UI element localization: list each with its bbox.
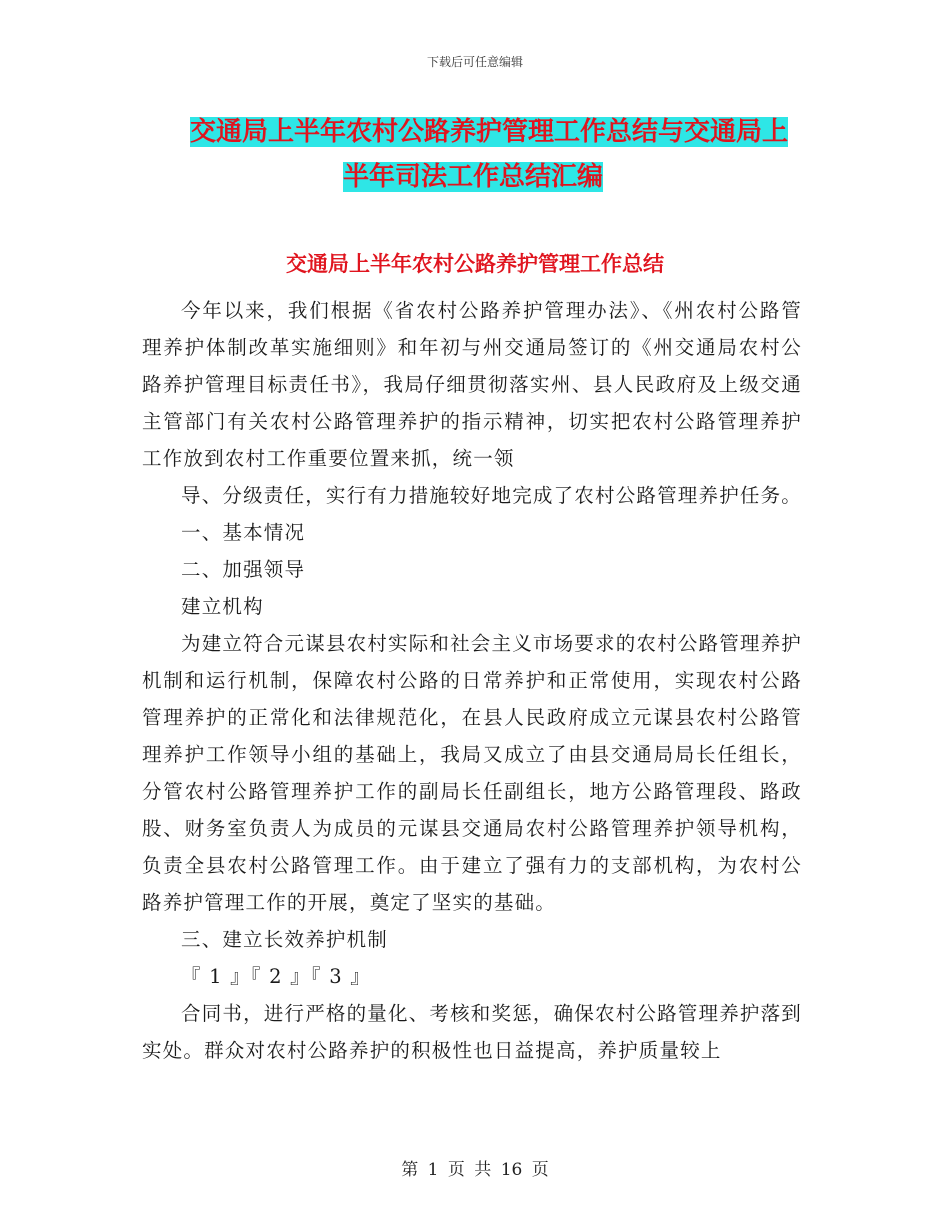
heading-strengthen-leadership: 二、加强领导 bbox=[181, 558, 306, 581]
page-footer: 第 1 页 共 16 页 bbox=[401, 1160, 549, 1180]
document-title-line-2: 半年司法工作总结汇编 bbox=[343, 162, 604, 192]
paragraph: 导、分级责任，实行有力措施较好地完成了农村公路管理养护任务。 bbox=[181, 484, 803, 507]
paragraph: 合同书，进行严格的量化、考核和奖惩，确保农村公路管理养护落到实处。群众对农村公路养护的积极性也日益提高，养护质量较上 bbox=[142, 1002, 803, 1062]
document-title-line-1: 交通局上半年农村公路养护管理工作总结与交通局上 bbox=[190, 117, 789, 147]
section-title: 交通局上半年农村公路养护管理工作总结 bbox=[286, 252, 664, 276]
reference-markers: 『 1 』『 2 』『 3 』 bbox=[181, 965, 371, 988]
header-note: 下载后可任意编辑 bbox=[426, 55, 523, 69]
paragraph: 今年以来，我们根据《省农村公路养护管理办法》、《州农村公路管理养护体制改革实施细则》和年初与州交通局签订的《州交通局农村公路养护管理目标责任书》，我局仔细贯彻落实州、县人民政府及上级交通主管部门有关农村公路管理养护的指示精神，切实把农村公路管理养护工作放到农村工作重要位置来抓，统一领 bbox=[142, 299, 802, 470]
heading-long-term-mechanism: 三、建立长效养护机制 bbox=[181, 928, 389, 951]
subheading-establish-organization: 建立机构 bbox=[181, 595, 264, 618]
document-title bbox=[190, 110, 830, 200]
paragraph: 为建立符合元谋县农村实际和社会主义市场要求的农村公路管理养护机制和运行机制，保障农村公路的日常养护和正常使用，实现农村公路管理养护的正常化和法律规范化，在县人民政府成立元谋县农村公路管理养护工作领导小组的基础上，我局又成立了由县交通局局长任组长，分管农村公路管理养护工作的副局长任副组长，地方公路管理段、路政股、财务室负责人为成员的元谋县交通局农村公路管理养护领导机构，负责全县农村公路管理工作。由于建立了强有力的支部机构，为农村公路养护管理工作的开展，奠定了坚实的基础。 bbox=[142, 632, 803, 914]
body-text bbox=[142, 292, 802, 1069]
heading-basic-situation: 一、基本情况 bbox=[181, 521, 306, 544]
